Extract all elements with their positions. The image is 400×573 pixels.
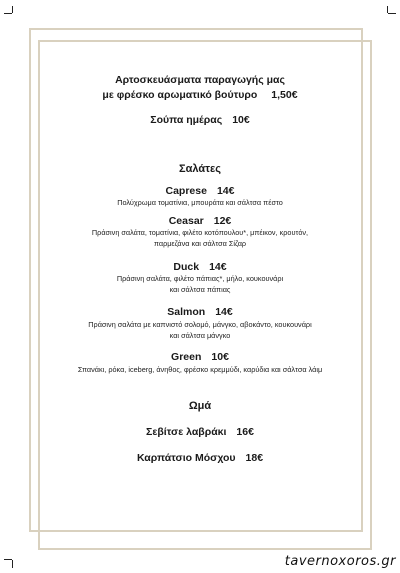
crop-mark-top-left bbox=[4, 13, 12, 14]
raw-heading: Ωμά bbox=[188, 400, 212, 412]
item-price: 18€ bbox=[245, 452, 264, 464]
crop-mark-top-right bbox=[387, 6, 388, 13]
soup-line bbox=[40, 114, 360, 126]
item-price: 12€ bbox=[213, 215, 232, 227]
bread-subtitle: με φρέσκο αρωματικό βούτυρο bbox=[102, 89, 258, 101]
item-description: Πράσινη σαλάτα με καπνιστό σολομό, μάνγκο, αβοκάντο, κουκουνάρι bbox=[88, 320, 312, 329]
item-description: και σάλτσα μάνγκο bbox=[169, 331, 231, 340]
item-description: παρμεζάνα και σάλτσα Σίζαρ bbox=[153, 239, 247, 248]
crop-mark-bottom-left bbox=[12, 560, 13, 568]
menu-item-carpaccio bbox=[40, 452, 360, 464]
item-name: Green bbox=[171, 351, 202, 363]
item-name: Καρπάτσιο Μόσχου bbox=[136, 452, 236, 464]
menu-item-ceasar bbox=[40, 215, 360, 227]
menu-item-salmon bbox=[40, 306, 360, 318]
item-price: 14€ bbox=[209, 261, 227, 273]
item-price: 16€ bbox=[236, 426, 254, 438]
item-description: Πράσινη σαλάτα, τοματίνια, φιλέτο κοτόπουλου*, μπέικον, κρουτόν, bbox=[91, 228, 309, 237]
crop-mark-top-right bbox=[388, 13, 396, 14]
bread-title: Αρτοσκευάσματα παραγωγής μας bbox=[115, 74, 285, 86]
soup-price: 10€ bbox=[232, 114, 250, 126]
item-price: 10€ bbox=[211, 351, 229, 363]
item-description: Σπανάκι, ρόκα, iceberg, άνηθος, φρέσκο κρεμμύδι, καρύδια και σάλτσα λάιμ bbox=[77, 365, 323, 374]
item-description: Πολύχρωμα τοματίνια, μπουράτα και σάλτσα πέστο bbox=[117, 198, 283, 207]
item-name: Salmon bbox=[167, 306, 206, 318]
menu-item-caprese bbox=[40, 185, 360, 197]
item-name: Ceasar bbox=[168, 215, 204, 227]
bread-line-1 bbox=[40, 74, 360, 86]
bread-price: 1,50€ bbox=[271, 89, 298, 101]
salads-heading: Σαλάτες bbox=[179, 163, 221, 175]
menu-item-duck bbox=[40, 261, 360, 273]
item-description: και σάλτσα πάπιας bbox=[169, 285, 231, 294]
item-name: Caprese bbox=[165, 185, 207, 197]
watermark: tavernoxoros.gr bbox=[284, 554, 396, 569]
item-name: Duck bbox=[173, 261, 200, 273]
item-price: 14€ bbox=[216, 185, 235, 197]
soup-name: Σούπα ημέρας bbox=[150, 114, 223, 126]
crop-mark-top-left bbox=[12, 6, 13, 13]
menu-item-ceviche bbox=[40, 426, 360, 438]
bread-line-2 bbox=[40, 89, 360, 101]
item-name: Σεβίτσε λαβράκι bbox=[146, 426, 227, 438]
item-price: 14€ bbox=[215, 306, 233, 318]
menu-item-green bbox=[40, 351, 360, 363]
item-description: Πράσινη σαλάτα, φιλέτο πάπιας*, μήλο, κουκουνάρι bbox=[116, 274, 284, 283]
crop-mark-bottom-left bbox=[4, 559, 12, 560]
